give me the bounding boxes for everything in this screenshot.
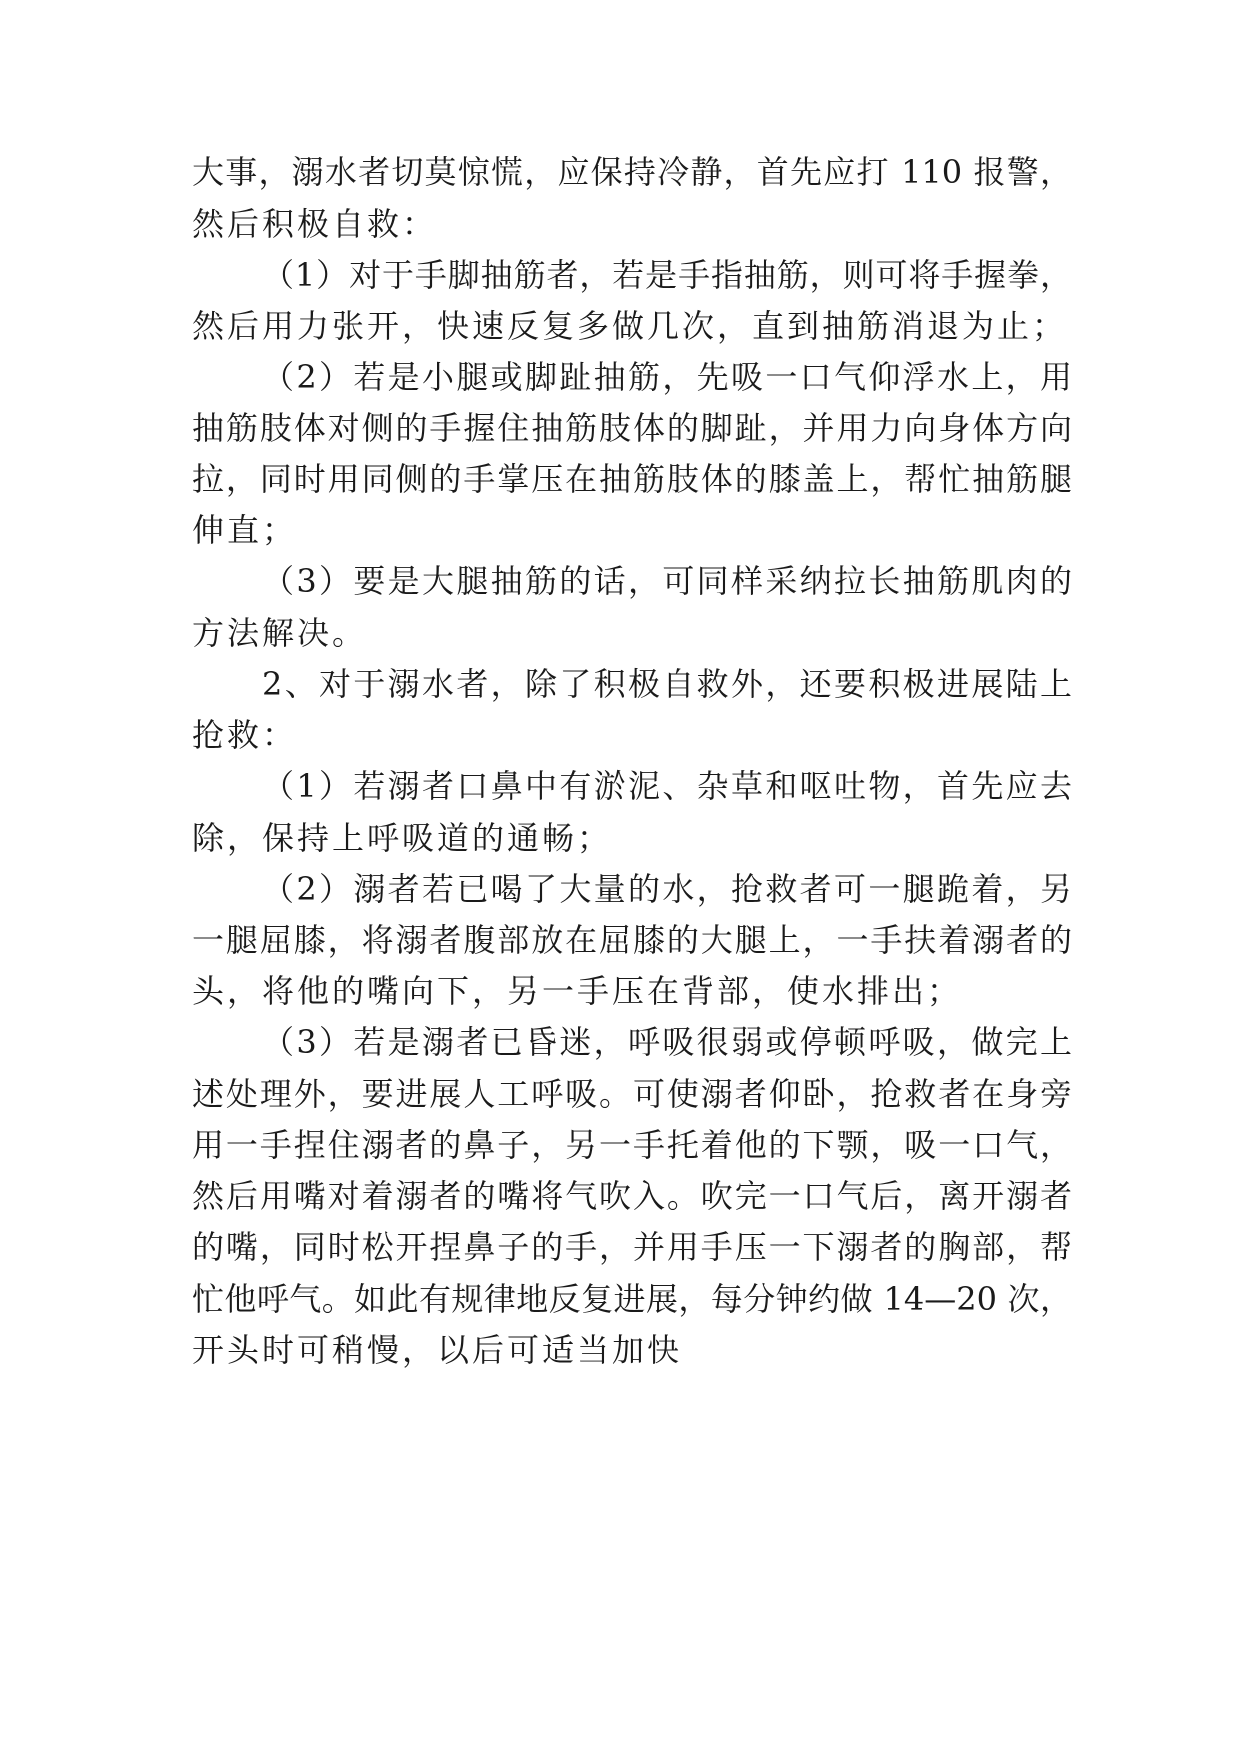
text-line-14: 除，保持上呼吸道的通畅； (192, 819, 613, 857)
text-line-3: （1）对于手脚抽筋者，若是手指抽筋，则可将手握拳， (262, 256, 1072, 294)
text-line-22: 的嘴，同时松开捏鼻子的手，并用手压一下溺者的胸部，帮 (192, 1228, 1072, 1266)
text-line-5: （2）若是小腿或脚趾抽筋，先吸一口气仰浮水上，用 (262, 358, 1072, 396)
text-line-6: 抽筋肢体对侧的手握住抽筋肢体的脚趾，并用力向身体方向 (192, 409, 1072, 447)
text-line-19: 述处理外，要进展人工呼吸。可使溺者仰卧，抢救者在身旁 (192, 1075, 1072, 1113)
text-line-9: （3）要是大腿抽筋的话，可同样采纳拉长抽筋肌肉的 (262, 562, 1072, 600)
text-line-7: 拉，同时用同侧的手掌压在抽筋肢体的膝盖上，帮忙抽筋腿 (192, 460, 1072, 498)
text-line-13: （1）若溺者口鼻中有淤泥、杂草和呕吐物，首先应去 (262, 767, 1072, 805)
text-line-16: 一腿屈膝，将溺者腹部放在屈膝的大腿上，一手扶着溺者的 (192, 921, 1072, 959)
text-line-24: 开头时可稍慢，以后可适当加快 (192, 1331, 683, 1369)
text-line-18: （3）若是溺者已昏迷，呼吸很弱或停顿呼吸，做完上 (262, 1023, 1072, 1061)
text-line-10: 方法解决。 (192, 614, 368, 652)
text-line-1: 大事，溺水者切莫惊慌，应保持冷静，首先应打 110 报警， (192, 153, 1072, 191)
text-line-15: （2）溺者若已喝了大量的水，抢救者可一腿跪着，另 (262, 870, 1072, 908)
text-line-21: 然后用嘴对着溺者的嘴将气吹入。吹完一口气后，离开溺者 (192, 1177, 1072, 1215)
text-line-4: 然后用力张开，快速反复多做几次，直到抽筋消退为止； (192, 307, 1068, 345)
text-line-17: 头，将他的嘴向下，另一手压在背部，使水排出； (192, 972, 963, 1010)
text-line-8: 伸直； (192, 511, 298, 549)
text-line-20: 用一手捏住溺者的鼻子，另一手托着他的下颚，吸一口气， (192, 1126, 1072, 1164)
text-line-12: 抢救： (192, 716, 298, 754)
text-line-11: 2、对于溺水者，除了积极自救外，还要积极进展陆上 (262, 665, 1072, 703)
text-line-23: 忙他呼气。如此有规律地反复进展，每分钟约做 14—20 次， (192, 1280, 1072, 1318)
text-line-2: 然后积极自救： (192, 205, 438, 243)
